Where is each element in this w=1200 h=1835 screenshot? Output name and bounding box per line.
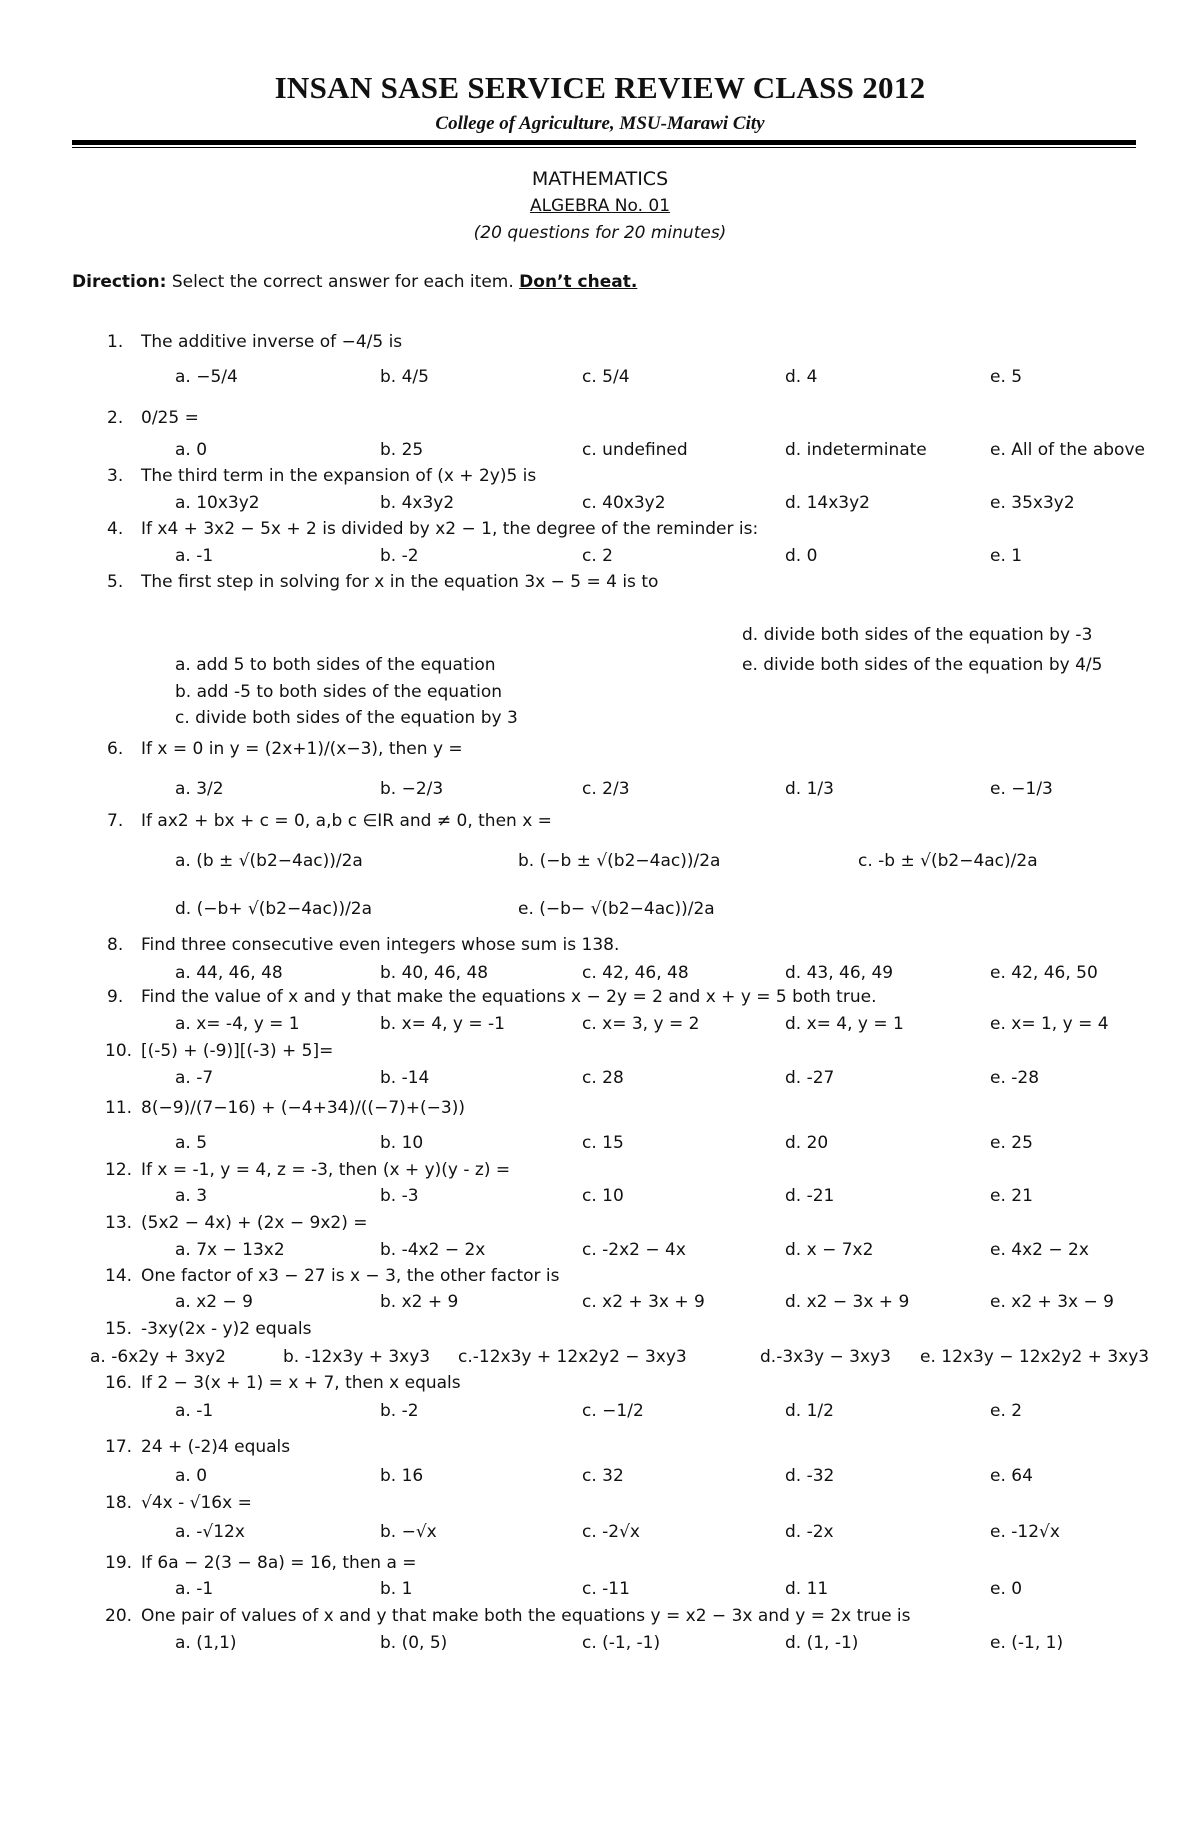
option-d: d. x2 − 3x + 9 <box>785 1292 910 1312</box>
option-e: e. 42, 46, 50 <box>990 963 1098 983</box>
option-b: b. -2 <box>380 546 419 566</box>
option-b: b. 16 <box>380 1466 424 1486</box>
option-c: c. x= 3, y = 2 <box>582 1014 700 1034</box>
option-c: c. 32 <box>582 1466 624 1486</box>
option-e: e. 35x3y2 <box>990 493 1075 513</box>
option-d: d. 0 <box>785 546 818 566</box>
option-e: e. (−b− √(b2−4ac))/2a <box>518 899 715 919</box>
question-text: √4x - √16x = <box>141 1493 252 1513</box>
option-d: d. 43, 46, 49 <box>785 963 894 983</box>
option-c: c. 2/3 <box>582 779 630 799</box>
option-d: d. 14x3y2 <box>785 493 870 513</box>
direction-emphasis: Don’t cheat. <box>519 272 638 292</box>
question-text: Find three consecutive even integers whose sum is 138. <box>141 935 620 955</box>
option-d: d. 4 <box>785 367 818 387</box>
question-number: 12. <box>105 1160 133 1180</box>
question-number: 2. <box>107 408 124 428</box>
question-text: One factor of x3 − 27 is x − 3, the other factor is <box>141 1266 560 1286</box>
option-a: a. (b ± √(b2−4ac))/2a <box>175 851 363 871</box>
question-number: 3. <box>107 466 124 486</box>
option-b: b. -3 <box>380 1186 419 1206</box>
option-d: d. x= 4, y = 1 <box>785 1014 904 1034</box>
option-d: d. x − 7x2 <box>785 1240 874 1260</box>
option-b: b. −2/3 <box>380 779 444 799</box>
question-text: 8(−9)/(7−16) + (−4+34)/((−7)+(−3)) <box>141 1098 465 1118</box>
direction-label: Direction: <box>72 272 167 292</box>
option-c: c. 42, 46, 48 <box>582 963 689 983</box>
question-number: 9. <box>107 987 124 1007</box>
header-divider-thin <box>72 147 1136 148</box>
option-e: e. 25 <box>990 1133 1033 1153</box>
question-text: If x = -1, y = 4, z = -3, then (x + y)(y - z) = <box>141 1160 511 1180</box>
question-number: 18. <box>105 1493 133 1513</box>
option-d: d. -21 <box>785 1186 835 1206</box>
question-number: 5. <box>107 572 124 592</box>
question-text: If ax2 + bx + c = 0, a,b c ∈IR and ≠ 0, then x = <box>141 811 552 831</box>
option-c: c. -11 <box>582 1579 630 1599</box>
option-a: a. (1,1) <box>175 1633 237 1653</box>
option-c: c. 40x3y2 <box>582 493 666 513</box>
option-a: a. -6x2y + 3xy2 <box>90 1347 226 1367</box>
option-b: b. x= 4, y = -1 <box>380 1014 505 1034</box>
option-e: e. −1/3 <box>990 779 1053 799</box>
question-number: 17. <box>105 1437 133 1457</box>
option-b: b. (0, 5) <box>380 1633 448 1653</box>
option-c: c. (-1, -1) <box>582 1633 661 1653</box>
option-c: c. -2√x <box>582 1522 640 1542</box>
option-e: e. -28 <box>990 1068 1040 1088</box>
option-c: c. 10 <box>582 1186 624 1206</box>
question-number: 14. <box>105 1266 133 1286</box>
option-d: d.-3x3y − 3xy3 <box>760 1347 891 1367</box>
question-text: 24 + (-2)4 equals <box>141 1437 291 1457</box>
option-c: c. divide both sides of the equation by 3 <box>175 708 518 728</box>
page-subtitle: College of Agriculture, MSU-Marawi City <box>435 113 765 134</box>
option-b: b. 4/5 <box>380 367 429 387</box>
time-info: (20 questions for 20 minutes) <box>473 223 727 243</box>
option-e: e. 12x3y − 12x2y2 + 3xy3 <box>920 1347 1150 1367</box>
question-number: 4. <box>107 519 124 539</box>
question-text: If x4 + 3x2 − 5x + 2 is divided by x2 − 1, the degree of the reminder is: <box>141 519 759 539</box>
option-e: e. -12√x <box>990 1522 1060 1542</box>
option-d: d. (1, -1) <box>785 1633 859 1653</box>
option-d: d. -27 <box>785 1068 835 1088</box>
option-b: b. add -5 to both sides of the equation <box>175 682 503 702</box>
option-e: e. All of the above <box>990 440 1145 460</box>
question-number: 15. <box>105 1319 133 1339</box>
option-b: b. -12x3y + 3xy3 <box>283 1347 431 1367</box>
direction-line <box>72 272 637 292</box>
option-c: c. 2 <box>582 546 613 566</box>
option-c: c.-12x3y + 12x2y2 − 3xy3 <box>458 1347 687 1367</box>
option-a: a. -1 <box>175 1401 214 1421</box>
option-c: c. 28 <box>582 1068 624 1088</box>
option-d: d. (−b+ √(b2−4ac))/2a <box>175 899 373 919</box>
option-e: e. 2 <box>990 1401 1023 1421</box>
option-a: a. 10x3y2 <box>175 493 260 513</box>
option-e: e. x= 1, y = 4 <box>990 1014 1109 1034</box>
option-e: e. 1 <box>990 546 1023 566</box>
option-c: c. -b ± √(b2−4ac)/2a <box>858 851 1038 871</box>
topic-heading: ALGEBRA No. 01 <box>529 196 671 216</box>
question-text: The first step in solving for x in the equation 3x − 5 = 4 is to <box>141 572 659 592</box>
option-e: e. 64 <box>990 1466 1033 1486</box>
question-text: The third term in the expansion of (x + 2y)5 is <box>141 466 537 486</box>
option-d: d. 11 <box>785 1579 829 1599</box>
option-c: c. undefined <box>582 440 688 460</box>
option-b: b. 25 <box>380 440 424 460</box>
option-a: a. 44, 46, 48 <box>175 963 283 983</box>
option-e: e. divide both sides of the equation by 4/5 <box>742 655 1103 675</box>
option-c: c. −1/2 <box>582 1401 644 1421</box>
option-a: a. -1 <box>175 546 214 566</box>
option-d: d. 1/3 <box>785 779 834 799</box>
option-b: b. x2 + 9 <box>380 1292 459 1312</box>
question-number: 8. <box>107 935 124 955</box>
option-a: a. -7 <box>175 1068 214 1088</box>
option-a: a. 3/2 <box>175 779 224 799</box>
option-c: c. 5/4 <box>582 367 630 387</box>
option-a: a. -1 <box>175 1579 214 1599</box>
question-text: [(-5) + (-9)][(-3) + 5]= <box>141 1041 334 1061</box>
option-a: a. x2 − 9 <box>175 1292 253 1312</box>
option-a: a. add 5 to both sides of the equation <box>175 655 496 675</box>
option-d: d. 1/2 <box>785 1401 834 1421</box>
option-b: b. 10 <box>380 1133 424 1153</box>
option-a: a. 0 <box>175 440 208 460</box>
option-e: e. 4x2 − 2x <box>990 1240 1089 1260</box>
question-text: If x = 0 in y = (2x+1)/(x−3), then y = <box>141 739 463 759</box>
option-e: e. 5 <box>990 367 1023 387</box>
question-number: 19. <box>105 1553 133 1573</box>
option-b: b. -14 <box>380 1068 430 1088</box>
option-b: b. -4x2 − 2x <box>380 1240 486 1260</box>
question-number: 6. <box>107 739 124 759</box>
option-b: b. (−b ± √(b2−4ac))/2a <box>518 851 721 871</box>
option-e: e. 21 <box>990 1186 1033 1206</box>
question-text: If 6a − 2(3 − 8a) = 16, then a = <box>141 1553 417 1573</box>
question-number: 13. <box>105 1213 133 1233</box>
option-a: a. 7x − 13x2 <box>175 1240 285 1260</box>
option-a: a. -√12x <box>175 1522 245 1542</box>
question-text: (5x2 − 4x) + (2x − 9x2) = <box>141 1213 368 1233</box>
question-number: 11. <box>105 1098 133 1118</box>
option-b: b. 40, 46, 48 <box>380 963 489 983</box>
page-title: INSAN SASE SERVICE REVIEW CLASS 2012 <box>274 70 926 105</box>
direction-text: Select the correct answer for each item. <box>166 272 520 292</box>
question-text: If 2 − 3(x + 1) = x + 7, then x equals <box>141 1373 461 1393</box>
question-text: 0/25 = <box>141 408 199 428</box>
option-b: b. 4x3y2 <box>380 493 455 513</box>
question-number: 7. <box>107 811 124 831</box>
option-e: e. (-1, 1) <box>990 1633 1064 1653</box>
subject-heading: MATHEMATICS <box>531 168 669 190</box>
question-number: 20. <box>105 1606 133 1626</box>
option-e: e. 0 <box>990 1579 1023 1599</box>
option-d: d. -2x <box>785 1522 834 1542</box>
option-c: c. 15 <box>582 1133 624 1153</box>
option-a: a. 5 <box>175 1133 208 1153</box>
option-e: e. x2 + 3x − 9 <box>990 1292 1114 1312</box>
option-d: d. -32 <box>785 1466 835 1486</box>
question-text: The additive inverse of −4/5 is <box>141 332 403 352</box>
option-c: c. -2x2 − 4x <box>582 1240 686 1260</box>
option-b: b. −√x <box>380 1522 437 1542</box>
question-text: -3xy(2x - y)2 equals <box>141 1319 312 1339</box>
option-d: d. indeterminate <box>785 440 927 460</box>
option-a: a. 3 <box>175 1186 208 1206</box>
option-d: d. divide both sides of the equation by -3 <box>742 625 1093 645</box>
question-number: 16. <box>105 1373 133 1393</box>
option-c: c. x2 + 3x + 9 <box>582 1292 705 1312</box>
question-text: Find the value of x and y that make the equations x − 2y = 2 and x + y = 5 both true. <box>141 987 877 1007</box>
option-b: b. -2 <box>380 1401 419 1421</box>
option-a: a. −5/4 <box>175 367 238 387</box>
question-text: One pair of values of x and y that make both the equations y = x2 − 3x and y = 2x true is <box>141 1606 911 1626</box>
question-number: 10. <box>105 1041 133 1061</box>
option-d: d. 20 <box>785 1133 829 1153</box>
header-divider <box>72 140 1136 145</box>
option-b: b. 1 <box>380 1579 413 1599</box>
option-a: a. x= -4, y = 1 <box>175 1014 300 1034</box>
option-a: a. 0 <box>175 1466 208 1486</box>
question-number: 1. <box>107 332 124 352</box>
